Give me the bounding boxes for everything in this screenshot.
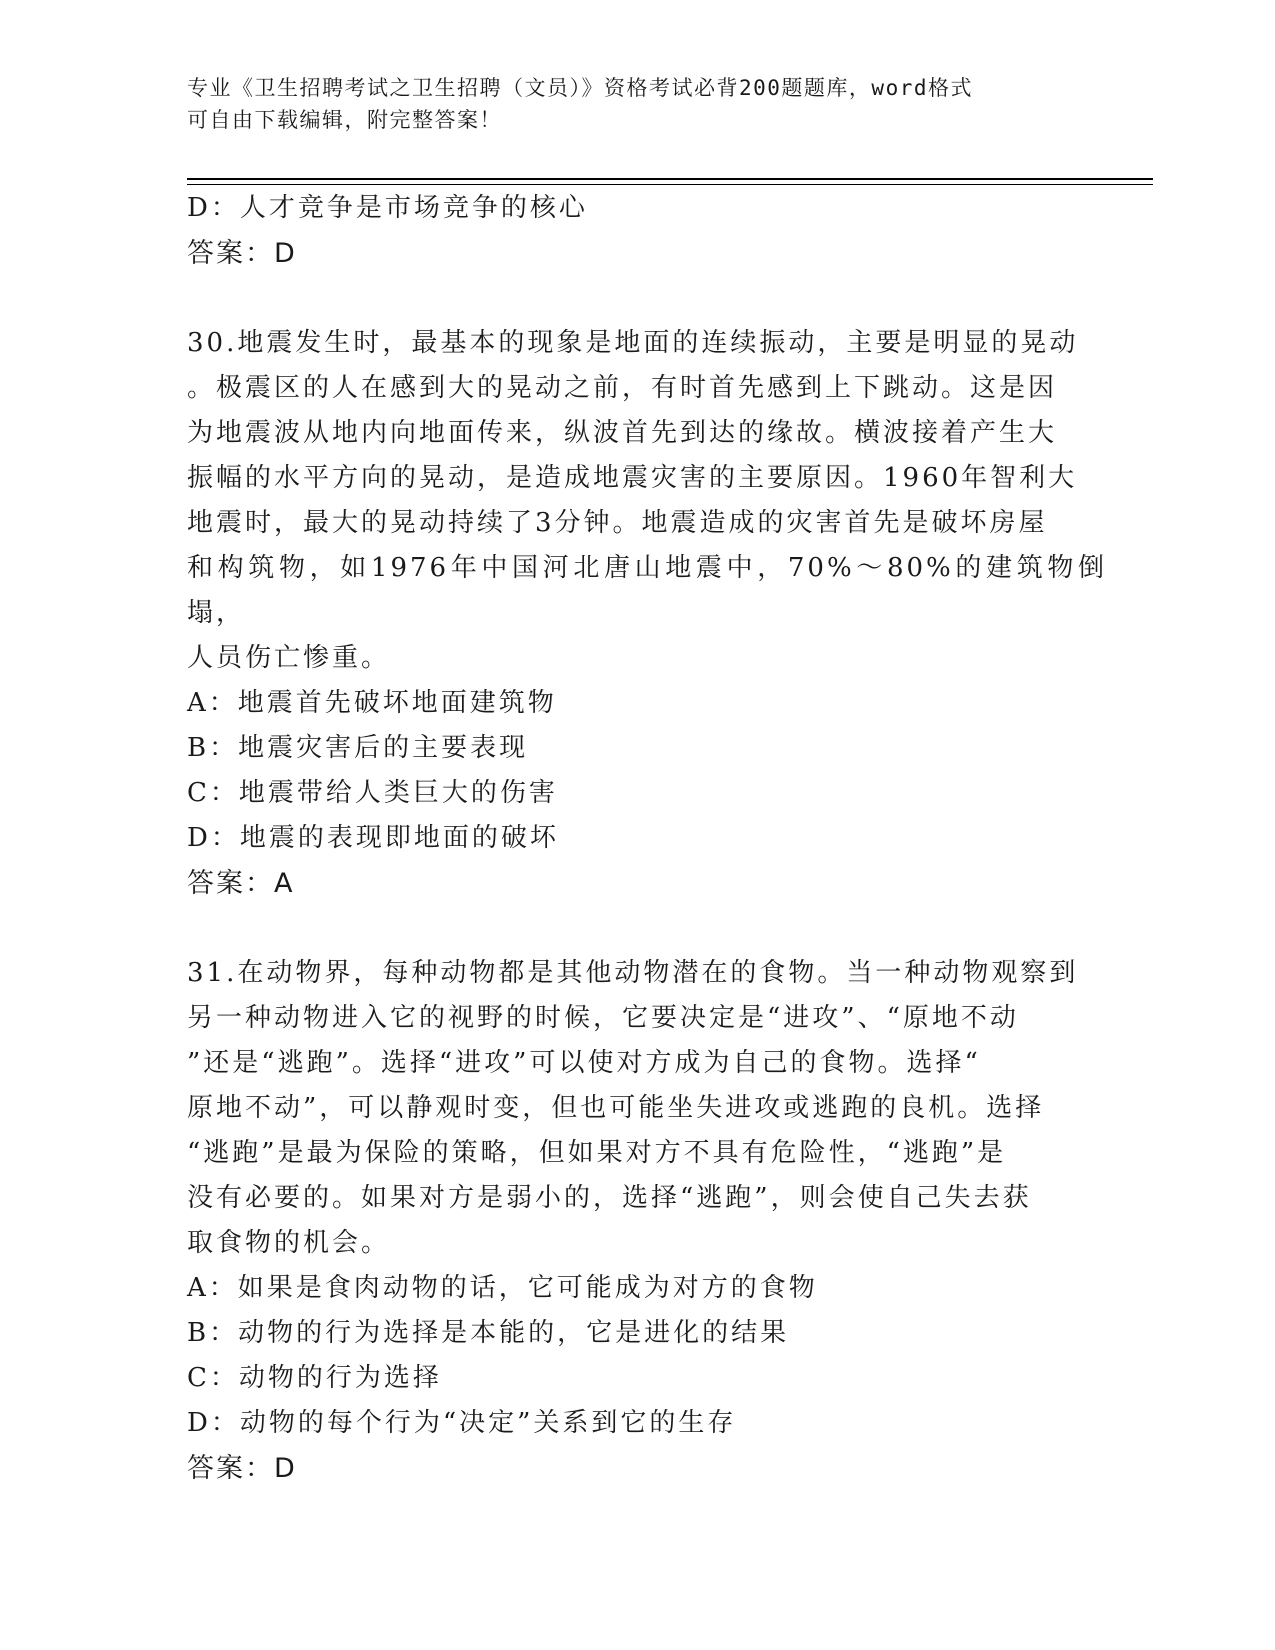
stem-line: 和构筑物，如1976年中国河北唐山地震中，70%～80%的建筑物倒塌， bbox=[187, 553, 1107, 628]
option-c: C：动物的行为选择 bbox=[187, 1363, 442, 1393]
previous-question-tail bbox=[187, 186, 1107, 276]
answer-line: 答案：D bbox=[187, 1453, 297, 1484]
option-b: B：动物的行为选择是本能的，它是进化的结果 bbox=[187, 1318, 790, 1348]
answer-line: 答案：A bbox=[187, 868, 295, 899]
stem-line: 。极震区的人在感到大的晃动之前，有时首先感到上下跳动。这是因 bbox=[187, 373, 1058, 403]
stem-line: 为地震波从地内向地面传来，纵波首先到达的缘故。横波接着产生大 bbox=[187, 418, 1058, 448]
stem-line: 另一种动物进入它的视野的时候，它要决定是“进攻”、“原地不动 bbox=[187, 1003, 1019, 1033]
stem-line: 30.地震发生时，最基本的现象是地面的连续振动，主要是明显的晃动 bbox=[187, 328, 1079, 358]
header-line-1: 专业《卫生招聘考试之卫生招聘（文员）》资格考试必背200题题库，word格式 bbox=[187, 76, 973, 100]
stem-line: 振幅的水平方向的晃动，是造成地震灾害的主要原因。1960年智利大 bbox=[187, 463, 1078, 493]
header-rule-thick bbox=[187, 178, 1153, 180]
header-line-2: 可自由下载编辑，附完整答案！ bbox=[187, 108, 502, 132]
option-b: B：地震灾害后的主要表现 bbox=[187, 733, 529, 763]
stem-line: 取食物的机会。 bbox=[187, 1228, 391, 1258]
header-rule-thin bbox=[187, 184, 1153, 185]
stem-line: 没有必要的。如果对方是弱小的，选择“逃跑”，则会使自己失去获 bbox=[187, 1183, 1032, 1213]
option-c: C：地震带给人类巨大的伤害 bbox=[187, 778, 558, 808]
question-stem bbox=[187, 951, 1107, 1266]
stem-line: 原地不动”，可以静观时变，但也可能坐失进攻或逃跑的良机。选择 bbox=[187, 1093, 1045, 1123]
stem-line: 人员伤亡惨重。 bbox=[187, 643, 391, 673]
option-a: A：地震首先破坏地面建筑物 bbox=[187, 688, 557, 718]
option-d: D：动物的每个行为“决定”关系到它的生存 bbox=[187, 1408, 737, 1438]
stem-line: “逃跑”是最为保险的策略，但如果对方不具有危险性，“逃跑”是 bbox=[187, 1138, 1007, 1168]
answer-line: 答案：D bbox=[187, 238, 297, 269]
option-d: D：地震的表现即地面的破坏 bbox=[187, 823, 559, 853]
stem-line: 31.在动物界，每种动物都是其他动物潜在的食物。当一种动物观察到 bbox=[187, 958, 1079, 988]
document-body bbox=[187, 186, 1107, 1491]
question-30 bbox=[187, 321, 1107, 906]
document-header bbox=[187, 72, 1067, 136]
stem-line: ”还是“逃跑”。选择“进攻”可以使对方成为自己的食物。选择“ bbox=[187, 1048, 981, 1078]
option-a: A：如果是食肉动物的话，它可能成为对方的食物 bbox=[187, 1273, 818, 1303]
question-31 bbox=[187, 951, 1107, 1491]
question-stem bbox=[187, 321, 1107, 681]
option-d: D：人才竞争是市场竞争的核心 bbox=[187, 193, 588, 223]
stem-line: 地震时，最大的晃动持续了3分钟。地震造成的灾害首先是破坏房屋 bbox=[187, 508, 1048, 538]
